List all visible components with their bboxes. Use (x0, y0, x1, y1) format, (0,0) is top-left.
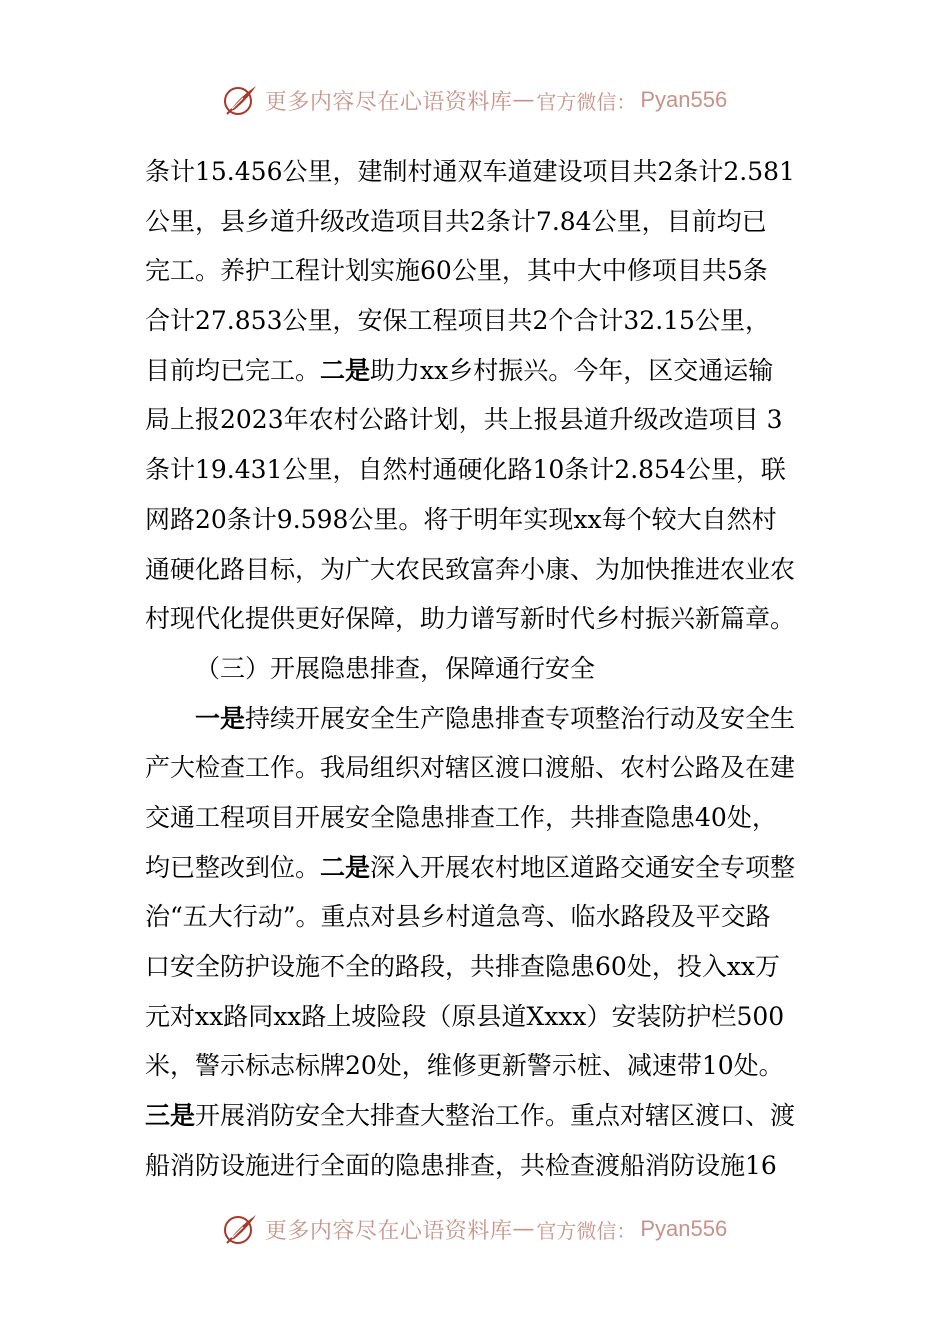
text-line: 口安全防护设施不全的路段，共排查隐患60处，投入xx万 (145, 952, 781, 981)
bold-lead-in: 一是 (195, 703, 246, 733)
text-line: 三是开展消防安全大排查大整治工作。重点对辖区渡口、渡 (145, 1101, 796, 1131)
text-line: 治“五大行动”。重点对县乡村道急弯、临水路段及平交路 (145, 902, 771, 932)
footer-banner (0, 1209, 950, 1249)
banner-wechat-id: Pyan556 (640, 87, 728, 112)
text-line: 一是持续开展安全生产隐患排查专项整治行动及安全生 (195, 703, 796, 733)
text-line: 局上报2023年农村公路计划，共上报县道升级改造项目 3 (145, 405, 783, 435)
banner-main-text: 更多内容尽在心语资料库 (264, 1218, 513, 1244)
banner-wechat-label: 官方微信： (536, 89, 637, 114)
banner-separator: — (512, 1216, 535, 1242)
text-line: 条计19.431公里，自然村通硬化路10条计2.854公里，联 (145, 455, 786, 485)
banner-wechat-label: 官方微信： (536, 1218, 637, 1243)
text-line: 均已整改到位。二是深入开展农村地区道路交通安全专项整 (145, 852, 796, 882)
banner-separator: — (512, 87, 535, 113)
banner-wechat-id: Pyan556 (640, 1216, 728, 1241)
text-line: 村现代化提供更好保障，助力谱写新时代乡村振兴新篇章。 (145, 604, 796, 634)
text-line: 产大检查工作。我局组织对辖区渡口渡船、农村公路及在建 (145, 753, 796, 783)
text-line: 交通工程项目开展安全隐患排查工作，共排查隐患40处， (145, 802, 777, 832)
pen-feather-icon (223, 1212, 259, 1246)
text-line: 网路20条计9.598公里。将于明年实现xx每个较大自然村 (145, 504, 777, 534)
bold-lead-in: 二是 (320, 852, 371, 882)
text-line: 条计15.456公里，建制村通双车道建设项目共2条计2.581 (145, 157, 795, 186)
document-body (145, 147, 808, 1190)
pen-feather-icon (223, 83, 259, 117)
text-line: 目前均已完工。二是助力xx乡村振兴。今年，区交通运输 (145, 355, 774, 385)
text-line: 通硬化路目标，为广大农民致富奔小康、为加快推进农业农 (145, 554, 796, 584)
bold-lead-in: 三是 (145, 1101, 196, 1131)
text-line: 公里，县乡道升级改造项目共2条计7.84公里，目前均已 (145, 206, 767, 236)
text-line: 船消防设施进行全面的隐患排查，共检查渡船消防设施16 (145, 1150, 777, 1180)
header-banner (0, 80, 950, 120)
text-line: 完工。养护工程计划实施60公里，其中大中修项目共5条 (145, 256, 768, 286)
text-line: 合计27.853公里，安保工程项目共2个合计32.15公里， (145, 306, 770, 336)
banner-main-text: 更多内容尽在心语资料库 (264, 89, 513, 115)
text-line: 米，警示标志标牌20处，维修更新警示桩、减速带10处。 (145, 1051, 784, 1081)
section-heading: （三）开展隐患排查，保障通行安全 (195, 653, 596, 683)
text-line: 元对xx路同xx路上坡险段（原县道Xxxx）安装防护栏500 (145, 1001, 785, 1031)
bold-lead-in: 二是 (320, 355, 371, 385)
